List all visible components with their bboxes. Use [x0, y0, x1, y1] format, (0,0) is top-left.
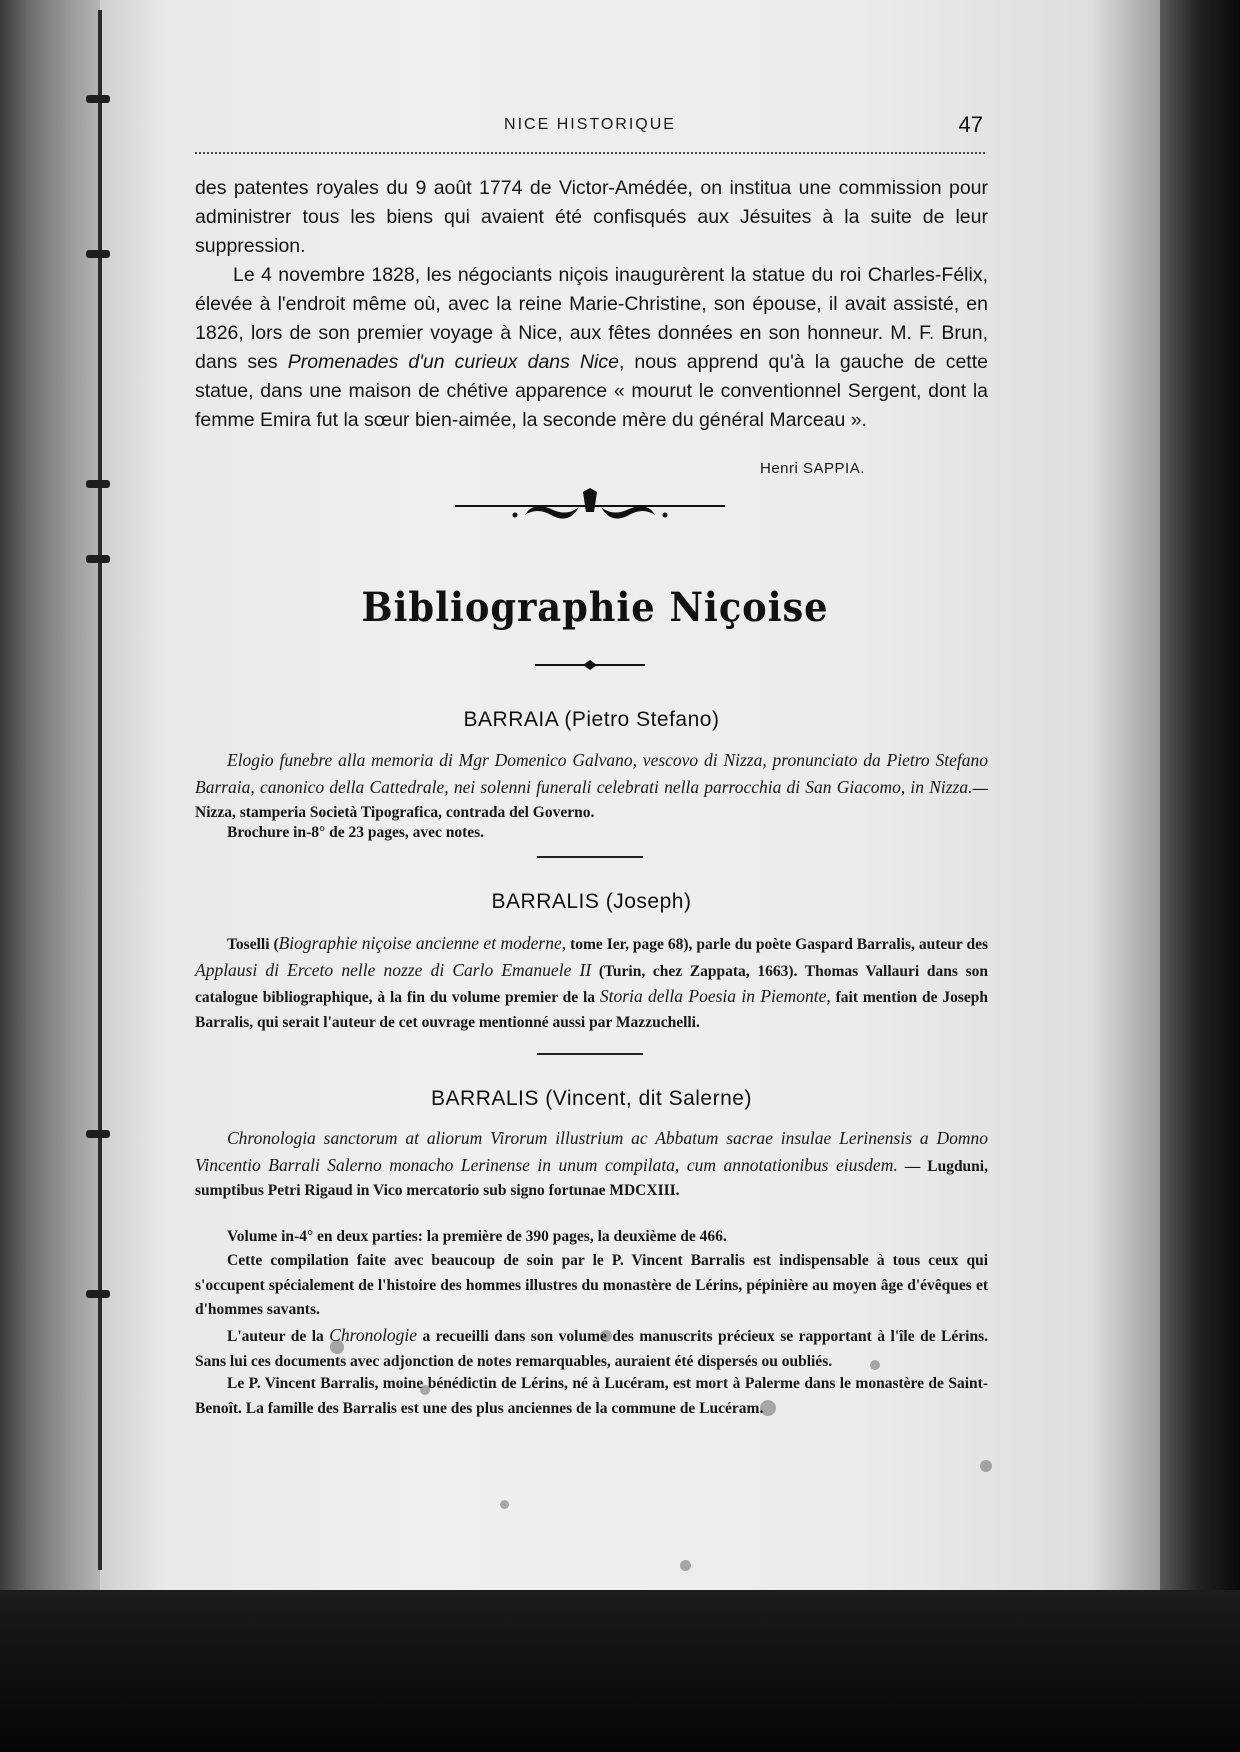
page-number: 47: [958, 112, 983, 137]
work-title: Chronologie: [329, 1325, 418, 1345]
entry-divider: [537, 856, 643, 858]
work-title: Elogio funebre alla memoria di Mgr Domenico Galvano, vescovo di Nizza, pronunciato da Pietro Stefano Barraia, canonico della Cattedrale, nei solenni funerali celebrati nella parrocchia di San Giacomo, in Nizza.: [195, 750, 988, 797]
paragraph-text: L'auteur de la: [227, 1328, 330, 1345]
entry-heading: BARRAIA (Pietro Stefano): [463, 708, 720, 731]
binding-stitch: [86, 480, 110, 488]
imprint: — Lugduni, sumptibus Petri Rigaud in Vico mercatorio sub signo fortunae MDCXIII.: [195, 1157, 988, 1199]
binding-line: [98, 10, 102, 1570]
foxing-speck: [680, 1560, 691, 1571]
page-header: [195, 110, 985, 154]
binding-stitch: [86, 95, 110, 103]
paragraph-text: (Turin, chez Zappata, 1663). Thomas Vallauri dans son catalogue bibliographique, à la fin du volume premier de la: [195, 962, 988, 1006]
entry-paragraph: Cette compilation faite avec beaucoup de soin par le P. Vincent Barralis est indispensable à tous ceux qui s'occupent spécialement de l'histoire des hommes illustres du monastère de Lérins, pépinière au moyen âge d'évêques et d'hommes savants.: [195, 1252, 988, 1318]
entry-citation: [195, 1126, 988, 1204]
intro-paragraph: [195, 261, 988, 435]
entry-divider: [537, 1053, 643, 1055]
author-signature: Henri SAPPIA.: [760, 460, 865, 477]
imprint: — Nizza, stamperia Società Tipografica, contrada del Governo.: [195, 779, 988, 821]
foxing-speck: [980, 1460, 992, 1472]
entry-heading: BARRALIS (Joseph): [491, 890, 692, 913]
running-title: NICE HISTORIQUE: [504, 116, 676, 133]
work-title: Chronologia sanctorum at aliorum Virorum illustrium ac Abbatum sacrae insulae Lerinensis a Domno Vincentio Barrali Salerno monacho Lerinense in unum compilata, cum annotationibus eiusdem.: [195, 1128, 988, 1175]
binding-stitch: [86, 1130, 110, 1138]
work-title: Biographie niçoise ancienne et moderne,: [278, 933, 567, 953]
paragraph-text: , nous apprend qu'à la gauche de cette statue, dans une maison de chétive apparence « mourut le conventionnel Sergent, dont la femme Emira fut la sœur bien-aimée, la seconde mère du général Marceau ».: [195, 351, 988, 431]
scanner-bottom-band: [0, 1590, 1240, 1752]
entry-paragraph: Volume in-4° en deux parties: la première de 390 pages, la deuxième de 466.: [227, 1228, 727, 1245]
work-title: Applausi di Erceto nelle nozze di Carlo Emanuele II: [195, 959, 592, 980]
binding-stitch: [86, 250, 110, 258]
entry-paragraph: Le P. Vincent Barralis, moine bénédictin de Lérins, né à Lucéram, est mort à Palerme dans le monastère de Saint-Benoît. La famille des Barralis est une des plus anciennes de la commune de Lucéram.: [195, 1375, 988, 1417]
right-page-edge: [1160, 0, 1240, 1752]
binding-stitch: [86, 555, 110, 563]
entry-paragraph: [195, 931, 988, 1035]
paragraph-text: tome Ier, page 68), parle du poète Gaspard Barralis, auteur des: [566, 936, 988, 953]
foxing-speck: [500, 1500, 509, 1509]
intro-paragraph: des patentes royales du 9 août 1774 de Victor-Amédée, on institua une commission pour administrer tous les biens qui avaient été confisqués aux Jésuites à la suite de leur suppression.: [195, 177, 988, 257]
entry-heading: BARRALIS (Vincent, dit Salerne): [431, 1087, 752, 1110]
paragraph-text: Toselli (: [227, 936, 279, 953]
paragraph-text: Le 4 novembre 1828, les négociants niçois inaugurèrent la statue du roi Charles-Félix, élevée à l'endroit même où, avec la reine Marie-Christine, son épouse, il avait assisté, en 1826, lors de son premier voyage à Nice, aux fêtes données en son honneur. M. F. Brun, dans ses: [195, 264, 988, 373]
small-rule-ornament: [535, 658, 645, 672]
paragraph-text: fait mention de Joseph Barralis, qui serait l'auteur de cet ouvrage mentionné aussi par Mazzuchelli.: [195, 989, 988, 1031]
work-title: Storia della Poesia in Piemonte,: [599, 986, 831, 1006]
paragraph-text: a recueilli dans son volume des manuscrits précieux se rapportant à l'île de Lérins. Sans lui ces documents avec adjonction de notes remarquables, auraient été dispersés ou oubliés.: [195, 1328, 988, 1370]
section-title: Bibliographie Niçoise: [361, 584, 829, 631]
binding-stitch: [86, 1290, 110, 1298]
fleuron-ornament: [455, 488, 725, 534]
book-title: Promenades d'un curieux dans Nice: [287, 351, 619, 373]
entry-paragraph: [195, 1323, 988, 1374]
entry-citation: [195, 748, 988, 826]
entry-note: Brochure in-8° de 23 pages, avec notes.: [227, 824, 485, 841]
